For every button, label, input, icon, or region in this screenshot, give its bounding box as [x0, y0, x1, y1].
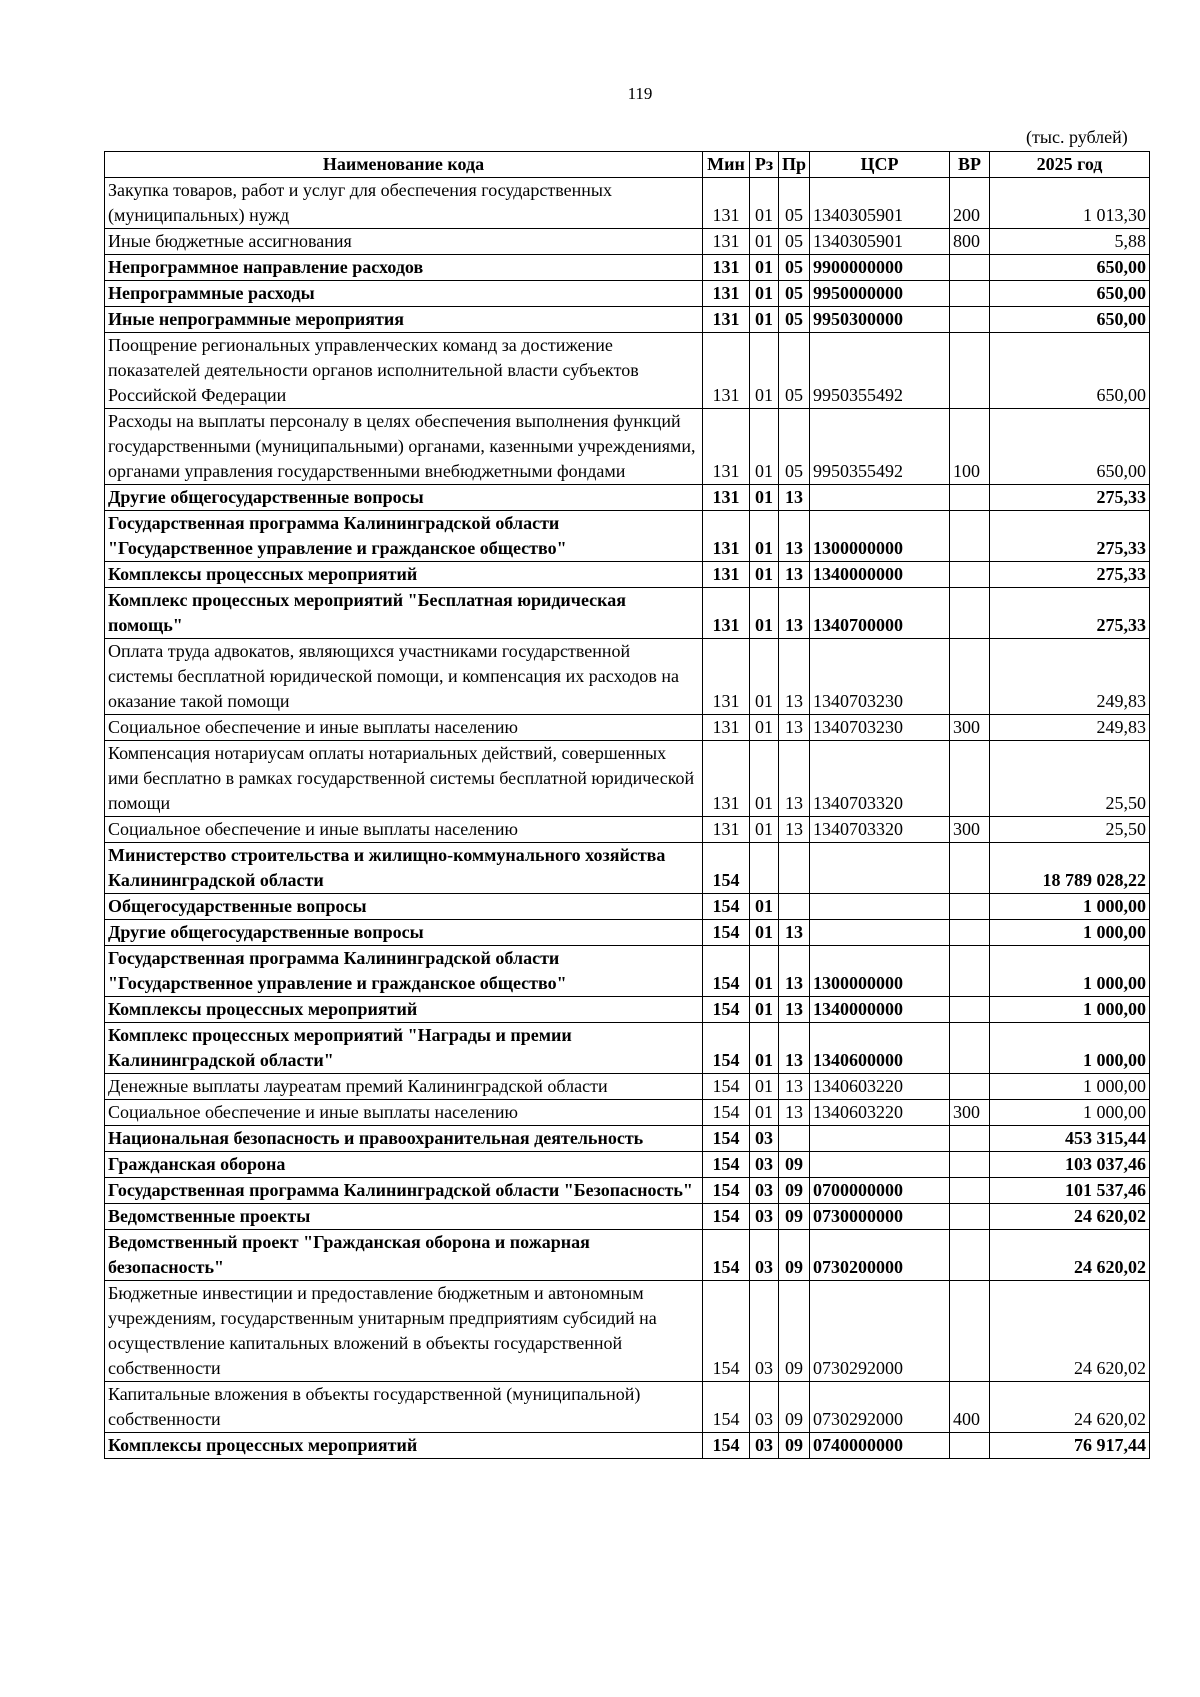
row-rz: 01	[750, 894, 779, 920]
row-csr	[810, 894, 950, 920]
row-sum: 18 789 028,22	[990, 843, 1150, 894]
row-vr	[950, 281, 990, 307]
row-min: 154	[703, 1382, 750, 1433]
row-rz: 01	[750, 307, 779, 333]
row-sum: 5,88	[990, 229, 1150, 255]
header-row	[105, 152, 1150, 178]
row-rz: 01	[750, 946, 779, 997]
row-csr: 1340703230	[810, 639, 950, 715]
row-name: Поощрение региональных управленческих команд за достижение показателей деятельности органов исполнительной власти субъектов Российской Федерации	[105, 333, 703, 409]
row-rz: 01	[750, 817, 779, 843]
row-pr: 05	[779, 409, 810, 485]
row-min: 131	[703, 229, 750, 255]
row-vr	[950, 741, 990, 817]
row-rz: 03	[750, 1178, 779, 1204]
row-vr: 100	[950, 409, 990, 485]
row-pr: 13	[779, 715, 810, 741]
row-csr: 0730292000	[810, 1382, 950, 1433]
row-rz: 01	[750, 229, 779, 255]
table-row	[105, 715, 1150, 741]
row-sum: 650,00	[990, 281, 1150, 307]
table-header	[105, 152, 1150, 178]
table-body	[105, 178, 1150, 1459]
row-vr: 800	[950, 229, 990, 255]
row-min: 131	[703, 281, 750, 307]
table-row	[105, 588, 1150, 639]
table-row	[105, 741, 1150, 817]
row-rz: 03	[750, 1152, 779, 1178]
row-min: 131	[703, 307, 750, 333]
row-csr: 0740000000	[810, 1433, 950, 1459]
row-min: 154	[703, 1230, 750, 1281]
row-rz: 01	[750, 281, 779, 307]
row-min: 154	[703, 843, 750, 894]
row-name: Непрограммные расходы	[105, 281, 703, 307]
row-min: 131	[703, 639, 750, 715]
row-min: 154	[703, 894, 750, 920]
row-rz: 01	[750, 997, 779, 1023]
row-min: 154	[703, 1074, 750, 1100]
table-row	[105, 1178, 1150, 1204]
row-name: Компенсация нотариусам оплаты нотариальных действий, совершенных ими бесплатно в рамках государственной системы бесплатной юридической помощи	[105, 741, 703, 817]
row-name: Социальное обеспечение и иные выплаты населению	[105, 817, 703, 843]
row-name: Комплексы процессных мероприятий	[105, 997, 703, 1023]
row-sum: 24 620,02	[990, 1204, 1150, 1230]
row-pr: 13	[779, 562, 810, 588]
row-min: 131	[703, 715, 750, 741]
row-rz: 01	[750, 741, 779, 817]
table-row	[105, 485, 1150, 511]
row-vr	[950, 485, 990, 511]
row-min: 154	[703, 1152, 750, 1178]
table-row	[105, 1126, 1150, 1152]
row-vr	[950, 1281, 990, 1382]
row-sum: 24 620,02	[990, 1230, 1150, 1281]
header-csr: ЦСР	[810, 152, 950, 178]
row-sum: 1 000,00	[990, 946, 1150, 997]
row-name: Комплексы процессных мероприятий	[105, 1433, 703, 1459]
row-csr: 1340703320	[810, 741, 950, 817]
row-min: 154	[703, 1204, 750, 1230]
table-row	[105, 281, 1150, 307]
row-rz: 03	[750, 1204, 779, 1230]
row-vr	[950, 894, 990, 920]
units-label: (тыс. рублей)	[1026, 127, 1128, 147]
row-pr: 13	[779, 997, 810, 1023]
row-name: Государственная программа Калининградской области "Государственное управление и гражданское общество"	[105, 946, 703, 997]
row-csr	[810, 920, 950, 946]
row-name: Государственная программа Калининградской области "Безопасность"	[105, 1178, 703, 1204]
row-name: Ведомственные проекты	[105, 1204, 703, 1230]
row-pr: 13	[779, 817, 810, 843]
row-min: 154	[703, 1100, 750, 1126]
row-csr: 0730200000	[810, 1230, 950, 1281]
table-row	[105, 307, 1150, 333]
row-rz: 01	[750, 255, 779, 281]
row-csr: 1340603220	[810, 1074, 950, 1100]
table-row	[105, 946, 1150, 997]
row-sum: 1 000,00	[990, 1100, 1150, 1126]
row-name: Закупка товаров, работ и услуг для обеспечения государственных (муниципальных) нужд	[105, 178, 703, 229]
table-row	[105, 333, 1150, 409]
row-vr	[950, 1230, 990, 1281]
row-csr: 1300000000	[810, 511, 950, 562]
row-sum: 1 000,00	[990, 1074, 1150, 1100]
row-csr: 1340703230	[810, 715, 950, 741]
row-name: Социальное обеспечение и иные выплаты населению	[105, 715, 703, 741]
table-row	[105, 894, 1150, 920]
row-pr: 05	[779, 229, 810, 255]
row-name: Комплексы процессных мероприятий	[105, 562, 703, 588]
table-row	[105, 1152, 1150, 1178]
row-vr	[950, 1126, 990, 1152]
row-min: 131	[703, 485, 750, 511]
row-csr: 1340000000	[810, 562, 950, 588]
row-csr	[810, 843, 950, 894]
table-row	[105, 920, 1150, 946]
row-min: 131	[703, 817, 750, 843]
row-pr	[779, 894, 810, 920]
row-vr: 300	[950, 715, 990, 741]
row-pr: 09	[779, 1281, 810, 1382]
table-row	[105, 409, 1150, 485]
row-csr: 9950355492	[810, 409, 950, 485]
row-rz: 01	[750, 715, 779, 741]
row-csr: 1340603220	[810, 1100, 950, 1126]
row-pr: 09	[779, 1152, 810, 1178]
table-row	[105, 1204, 1150, 1230]
row-name: Иные непрограммные мероприятия	[105, 307, 703, 333]
row-rz: 01	[750, 1074, 779, 1100]
row-sum: 650,00	[990, 333, 1150, 409]
row-rz: 01	[750, 1023, 779, 1074]
row-pr: 13	[779, 920, 810, 946]
row-pr: 13	[779, 741, 810, 817]
table-row	[105, 178, 1150, 229]
row-csr	[810, 1152, 950, 1178]
row-sum: 275,33	[990, 511, 1150, 562]
table-row	[105, 255, 1150, 281]
row-sum: 275,33	[990, 485, 1150, 511]
table-row	[105, 1230, 1150, 1281]
row-vr	[950, 333, 990, 409]
row-sum: 1 000,00	[990, 920, 1150, 946]
row-name: Национальная безопасность и правоохранительная деятельность	[105, 1126, 703, 1152]
row-rz: 01	[750, 588, 779, 639]
table-row	[105, 639, 1150, 715]
row-pr: 13	[779, 588, 810, 639]
row-vr	[950, 1433, 990, 1459]
row-pr: 05	[779, 178, 810, 229]
row-min: 131	[703, 409, 750, 485]
row-vr	[950, 946, 990, 997]
row-pr: 13	[779, 485, 810, 511]
header-name: Наименование кода	[105, 152, 703, 178]
row-rz: 01	[750, 409, 779, 485]
row-pr: 09	[779, 1433, 810, 1459]
row-vr	[950, 1204, 990, 1230]
row-name: Денежные выплаты лауреатам премий Калининградской области	[105, 1074, 703, 1100]
row-csr: 9950355492	[810, 333, 950, 409]
row-sum: 1 000,00	[990, 997, 1150, 1023]
row-vr	[950, 511, 990, 562]
row-sum: 25,50	[990, 741, 1150, 817]
row-name: Общегосударственные вопросы	[105, 894, 703, 920]
row-name: Бюджетные инвестиции и предоставление бюджетным и автономным учреждениям, государственным унитарным предприятиям субсидий на осуществление капитальных вложений в объекты государственной собственности	[105, 1281, 703, 1382]
row-min: 154	[703, 1433, 750, 1459]
row-csr: 1340305901	[810, 229, 950, 255]
table-row	[105, 997, 1150, 1023]
header-min: Мин	[703, 152, 750, 178]
row-pr: 05	[779, 255, 810, 281]
row-name: Гражданская оборона	[105, 1152, 703, 1178]
row-vr	[950, 920, 990, 946]
row-csr: 0730000000	[810, 1204, 950, 1230]
row-vr	[950, 255, 990, 281]
row-rz: 03	[750, 1382, 779, 1433]
row-min: 131	[703, 741, 750, 817]
row-min: 131	[703, 333, 750, 409]
row-sum: 650,00	[990, 409, 1150, 485]
row-sum: 275,33	[990, 562, 1150, 588]
row-sum: 76 917,44	[990, 1433, 1150, 1459]
row-rz	[750, 843, 779, 894]
row-sum: 24 620,02	[990, 1281, 1150, 1382]
row-sum: 275,33	[990, 588, 1150, 639]
row-sum: 25,50	[990, 817, 1150, 843]
row-min: 131	[703, 511, 750, 562]
table-row	[105, 511, 1150, 562]
row-vr: 400	[950, 1382, 990, 1433]
row-rz: 01	[750, 178, 779, 229]
table-row	[105, 562, 1150, 588]
row-vr: 300	[950, 817, 990, 843]
row-min: 154	[703, 920, 750, 946]
row-rz: 01	[750, 639, 779, 715]
row-rz: 01	[750, 562, 779, 588]
row-pr: 13	[779, 639, 810, 715]
header-rz: Рз	[750, 152, 779, 178]
table-row	[105, 1023, 1150, 1074]
row-pr: 13	[779, 1100, 810, 1126]
row-name: Социальное обеспечение и иные выплаты населению	[105, 1100, 703, 1126]
row-name: Непрограммное направление расходов	[105, 255, 703, 281]
row-csr: 1340305901	[810, 178, 950, 229]
row-min: 131	[703, 255, 750, 281]
row-csr	[810, 485, 950, 511]
row-min: 154	[703, 1126, 750, 1152]
row-vr	[950, 997, 990, 1023]
row-rz: 01	[750, 920, 779, 946]
row-vr	[950, 562, 990, 588]
table-row	[105, 843, 1150, 894]
row-min: 131	[703, 178, 750, 229]
row-vr: 200	[950, 178, 990, 229]
row-min: 154	[703, 1281, 750, 1382]
row-sum: 103 037,46	[990, 1152, 1150, 1178]
row-rz: 01	[750, 485, 779, 511]
row-name: Расходы на выплаты персоналу в целях обеспечения выполнения функций государственными (муниципальными) органами, казенными учреждениями, органами управления государственными внебюджетными фондами	[105, 409, 703, 485]
row-name: Комплекс процессных мероприятий "Бесплатная юридическая помощь"	[105, 588, 703, 639]
row-csr: 9950000000	[810, 281, 950, 307]
row-pr: 13	[779, 1074, 810, 1100]
row-rz: 01	[750, 511, 779, 562]
row-sum: 24 620,02	[990, 1382, 1150, 1433]
row-vr	[950, 1152, 990, 1178]
row-min: 154	[703, 997, 750, 1023]
row-csr: 1300000000	[810, 946, 950, 997]
row-sum: 453 315,44	[990, 1126, 1150, 1152]
header-year: 2025 год	[990, 152, 1150, 178]
row-pr	[779, 1126, 810, 1152]
table-row	[105, 1382, 1150, 1433]
row-name: Государственная программа Калининградской области "Государственное управление и гражданское общество"	[105, 511, 703, 562]
table-row	[105, 1433, 1150, 1459]
row-vr	[950, 588, 990, 639]
table-row	[105, 1100, 1150, 1126]
row-pr: 13	[779, 511, 810, 562]
row-csr: 1340700000	[810, 588, 950, 639]
row-vr	[950, 1178, 990, 1204]
row-name: Министерство строительства и жилищно-коммунального хозяйства Калининградской области	[105, 843, 703, 894]
row-min: 154	[703, 946, 750, 997]
table-row	[105, 1074, 1150, 1100]
row-csr: 0700000000	[810, 1178, 950, 1204]
row-vr: 300	[950, 1100, 990, 1126]
row-name: Другие общегосударственные вопросы	[105, 485, 703, 511]
row-csr: 0730292000	[810, 1281, 950, 1382]
row-rz: 03	[750, 1281, 779, 1382]
row-rz: 01	[750, 1100, 779, 1126]
row-pr: 05	[779, 333, 810, 409]
header-pr: Пр	[779, 152, 810, 178]
row-pr	[779, 843, 810, 894]
row-pr: 09	[779, 1382, 810, 1433]
row-pr: 05	[779, 281, 810, 307]
row-sum: 1 013,30	[990, 178, 1150, 229]
row-name: Оплата труда адвокатов, являющихся участниками государственной системы бесплатной юридической помощи, и компенсация их расходов на оказание такой помощи	[105, 639, 703, 715]
row-name: Комплекс процессных мероприятий "Награды и премии Калининградской области"	[105, 1023, 703, 1074]
row-rz: 01	[750, 333, 779, 409]
row-csr	[810, 1126, 950, 1152]
table-row	[105, 1281, 1150, 1382]
row-name: Ведомственный проект "Гражданская оборона и пожарная безопасность"	[105, 1230, 703, 1281]
row-rz: 03	[750, 1230, 779, 1281]
row-vr	[950, 1023, 990, 1074]
row-pr: 09	[779, 1204, 810, 1230]
budget-table	[104, 151, 1150, 1459]
row-pr: 13	[779, 946, 810, 997]
row-name: Капитальные вложения в объекты государственной (муниципальной) собственности	[105, 1382, 703, 1433]
page-number: 119	[627, 84, 653, 103]
row-csr: 1340703320	[810, 817, 950, 843]
row-csr: 9900000000	[810, 255, 950, 281]
row-name: Другие общегосударственные вопросы	[105, 920, 703, 946]
row-sum: 1 000,00	[990, 1023, 1150, 1074]
row-sum: 650,00	[990, 307, 1150, 333]
header-vr: ВР	[950, 152, 990, 178]
row-csr: 1340000000	[810, 997, 950, 1023]
row-sum: 249,83	[990, 639, 1150, 715]
row-sum: 650,00	[990, 255, 1150, 281]
row-rz: 03	[750, 1126, 779, 1152]
row-min: 131	[703, 562, 750, 588]
row-rz: 03	[750, 1433, 779, 1459]
row-vr	[950, 639, 990, 715]
row-pr: 09	[779, 1178, 810, 1204]
row-pr: 13	[779, 1023, 810, 1074]
row-pr: 09	[779, 1230, 810, 1281]
table-row	[105, 229, 1150, 255]
row-vr	[950, 307, 990, 333]
row-pr: 05	[779, 307, 810, 333]
row-csr: 9950300000	[810, 307, 950, 333]
row-sum: 249,83	[990, 715, 1150, 741]
row-name: Иные бюджетные ассигнования	[105, 229, 703, 255]
row-csr: 1340600000	[810, 1023, 950, 1074]
row-sum: 101 537,46	[990, 1178, 1150, 1204]
table-row	[105, 817, 1150, 843]
row-min: 154	[703, 1023, 750, 1074]
row-vr	[950, 843, 990, 894]
row-min: 154	[703, 1178, 750, 1204]
row-min: 131	[703, 588, 750, 639]
row-sum: 1 000,00	[990, 894, 1150, 920]
row-vr	[950, 1074, 990, 1100]
